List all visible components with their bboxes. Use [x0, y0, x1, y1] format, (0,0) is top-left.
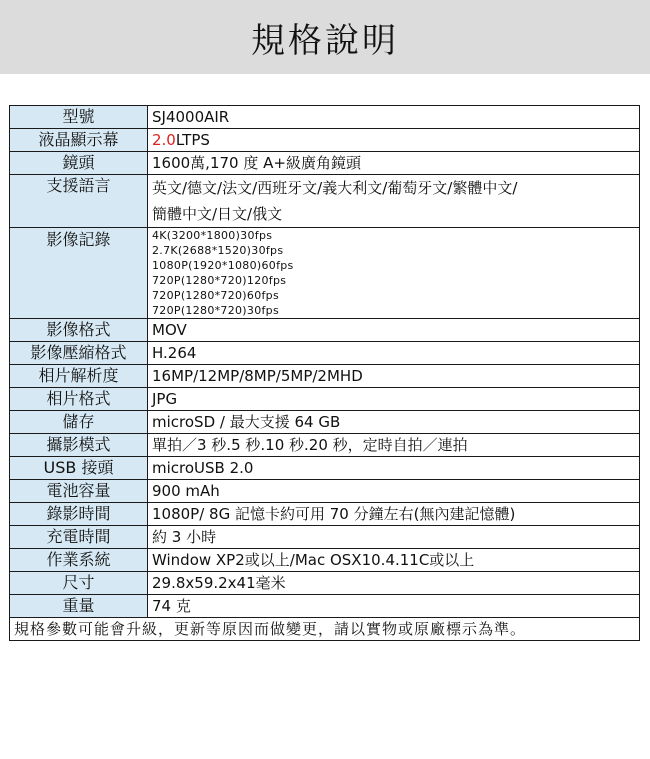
spec-label: 充電時間	[10, 526, 148, 549]
spec-row-lcd	[10, 129, 640, 152]
spec-label: 支援語言	[10, 175, 148, 228]
spec-label: 儲存	[10, 411, 148, 434]
spec-label: 攝影模式	[10, 434, 148, 457]
spec-label: 影像壓縮格式	[10, 342, 148, 365]
page-title: 規格說明	[251, 20, 399, 61]
spec-row-video-recording	[10, 228, 640, 319]
lcd-size-highlight: 2.0	[152, 131, 176, 149]
spec-value: microSD / 最大支援 64 GB	[148, 411, 640, 434]
spec-label: 錄影時間	[10, 503, 148, 526]
spec-label: 尺寸	[10, 572, 148, 595]
spec-row-compression	[10, 342, 640, 365]
spec-value: Window XP2或以上/Mac OSX10.4.11C或以上	[148, 549, 640, 572]
spec-table	[9, 105, 640, 641]
spec-row-storage	[10, 411, 640, 434]
spec-row-languages	[10, 175, 640, 228]
spec-value: JPG	[148, 388, 640, 411]
spec-value: SJ4000AIR	[148, 106, 640, 129]
spec-row-lens	[10, 152, 640, 175]
spec-row-battery	[10, 480, 640, 503]
spec-row-weight	[10, 595, 640, 618]
spec-row-photo-resolution	[10, 365, 640, 388]
spec-row-os	[10, 549, 640, 572]
lang-line: 英文/德文/法文/西班牙文/義大利文/葡萄牙文/繁體中文/	[152, 179, 518, 197]
lcd-type: LTPS	[175, 131, 210, 149]
spec-row-video-format	[10, 319, 640, 342]
spec-label: 型號	[10, 106, 148, 129]
spec-label: 影像格式	[10, 319, 148, 342]
video-mode-line: 720P(1280*720)30fps	[152, 304, 279, 317]
spec-row-shooting-mode	[10, 434, 640, 457]
spec-row-model	[10, 106, 640, 129]
spec-note-row	[10, 618, 640, 641]
spec-value: 29.8x59.2x41毫米	[148, 572, 640, 595]
spec-value: microUSB 2.0	[148, 457, 640, 480]
spec-row-dimensions	[10, 572, 640, 595]
video-mode-line: 720P(1280*720)60fps	[152, 289, 279, 302]
spec-row-usb	[10, 457, 640, 480]
spec-value: MOV	[148, 319, 640, 342]
spec-value	[148, 129, 640, 152]
spec-row-charging-time	[10, 526, 640, 549]
title-banner	[0, 0, 650, 74]
video-mode-line: 4K(3200*1800)30fps	[152, 229, 273, 242]
spec-value: 約 3 小時	[148, 526, 640, 549]
disclaimer-note: 規格參數可能會升級，更新等原因而做變更，請以實物或原廠標示為準。	[10, 618, 640, 641]
spec-row-photo-format	[10, 388, 640, 411]
spec-value: 單拍／3 秒.5 秒.10 秒.20 秒，定時自拍／連拍	[148, 434, 640, 457]
spec-row-recording-time	[10, 503, 640, 526]
spec-label: 電池容量	[10, 480, 148, 503]
spec-label: 鏡頭	[10, 152, 148, 175]
spec-label: 相片解析度	[10, 365, 148, 388]
spec-label: 相片格式	[10, 388, 148, 411]
video-mode-line: 2.7K(2688*1520)30fps	[152, 244, 284, 257]
spec-label: USB 接頭	[10, 457, 148, 480]
video-mode-line: 720P(1280*720)120fps	[152, 274, 287, 287]
spec-label: 重量	[10, 595, 148, 618]
lang-line: 簡體中文/日文/俄文	[152, 205, 283, 223]
spec-label: 液晶顯示幕	[10, 129, 148, 152]
spec-value: H.264	[148, 342, 640, 365]
spec-value	[148, 175, 640, 228]
spec-value: 16MP/12MP/8MP/5MP/2MHD	[148, 365, 640, 388]
spec-label: 作業系統	[10, 549, 148, 572]
spec-value	[148, 228, 640, 319]
video-mode-line: 1080P(1920*1080)60fps	[152, 259, 294, 272]
spec-label: 影像記錄	[10, 228, 148, 319]
spec-value: 74 克	[148, 595, 640, 618]
spec-value: 1080P/ 8G 記憶卡約可用 70 分鐘左右(無內建記憶體)	[148, 503, 640, 526]
spec-value: 1600萬,170 度 A+級廣角鏡頭	[148, 152, 640, 175]
spec-value: 900 mAh	[148, 480, 640, 503]
